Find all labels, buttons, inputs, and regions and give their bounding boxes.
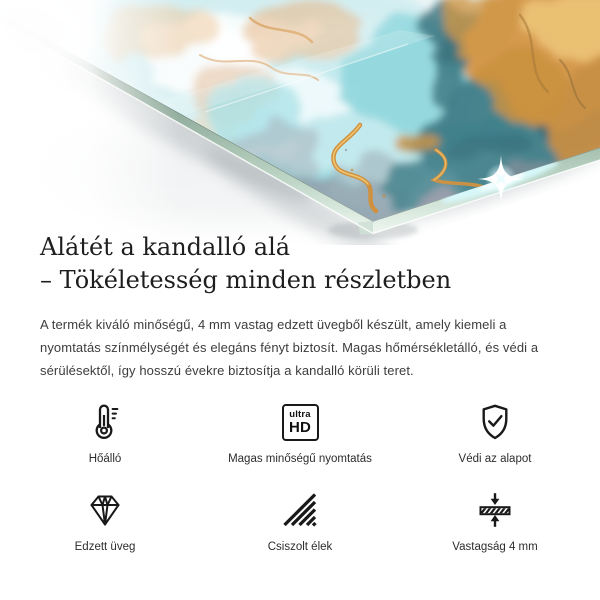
feature-label: Edzett üveg <box>74 541 136 553</box>
product-description: A termék kiváló minőségű, 4 mm vastag edzett üvegből készült, amely kiemeli a nyomtatás színmélységét és elegáns fényt biztosít. Magas hőmérsékletálló, és védi a sérülésektől, így hosszú évekre biztosítja a kandalló körüli teret. <box>40 317 539 378</box>
page-title-line1: Alátét a kandalló alá <box>40 233 291 261</box>
feature-label: Magas minőségű nyomtatás <box>228 453 372 465</box>
page-title <box>40 231 570 297</box>
feature-label: Védi az alapot <box>458 453 532 465</box>
feature-tempered-glass <box>30 490 180 554</box>
ultra-hd-icon-text-bottom: HD <box>288 418 312 436</box>
feature-polished-edges <box>180 490 420 554</box>
shield-check-icon <box>475 402 515 442</box>
polished-edges-icon <box>280 490 320 530</box>
feature-label: Hőálló <box>88 453 122 465</box>
feature-label: Csiszolt élek <box>267 541 333 553</box>
thermometer-icon <box>85 402 125 442</box>
ultra-hd-icon <box>282 404 319 441</box>
page-title-line2: – Tökéletesség minden részletben <box>40 266 452 294</box>
product-image <box>0 0 600 245</box>
diamond-icon <box>85 490 125 530</box>
feature-protects-base <box>420 402 570 466</box>
feature-label: Vastagság 4 mm <box>452 541 538 553</box>
feature-grid <box>30 402 570 554</box>
feature-ultra-hd-print <box>180 402 420 466</box>
ultra-hd-icon-text-top: ultra <box>289 408 311 420</box>
feature-heat-resistant <box>30 402 180 466</box>
thickness-arrows-icon <box>475 490 515 530</box>
feature-thickness <box>420 490 570 554</box>
